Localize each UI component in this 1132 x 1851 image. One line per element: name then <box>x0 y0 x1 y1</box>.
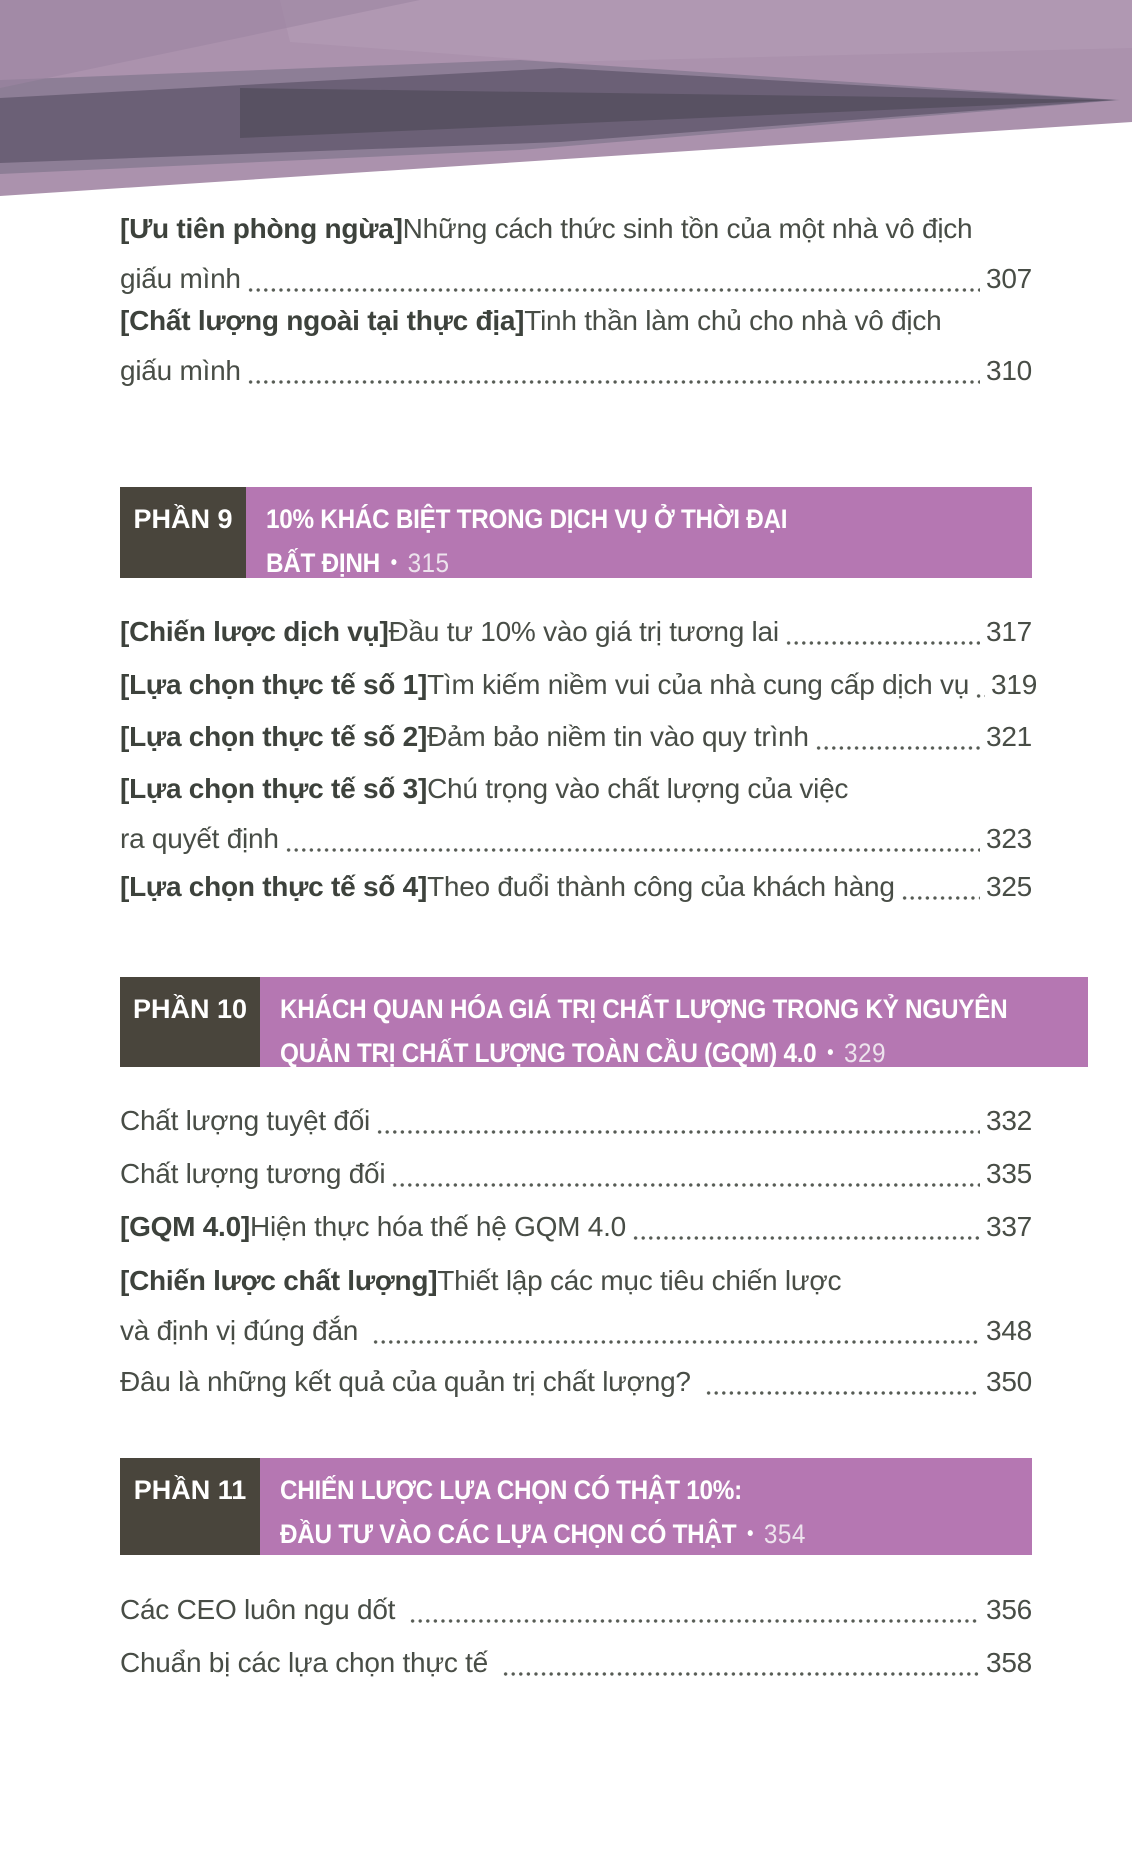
dot-leader <box>975 660 985 710</box>
page-number: 350 <box>986 1366 1032 1397</box>
bullet-separator: • <box>747 1523 754 1545</box>
toc-entry <box>120 660 1038 710</box>
dot-leader <box>391 1149 980 1199</box>
header-artwork <box>0 0 1132 200</box>
dot-leader <box>632 1202 980 1252</box>
entry-text: Những cách thức sinh tồn của một nhà vô địch <box>402 213 973 244</box>
entry-label: [GQM 4.0] <box>120 1211 250 1242</box>
toc-entry <box>120 1096 1032 1146</box>
toc-entry <box>120 1638 1032 1688</box>
entry-label: [Chất lượng ngoài tại thực địa] <box>120 305 525 336</box>
bullet-separator: • <box>390 552 397 574</box>
entry-label: [Lựa chọn thực tế số 2] <box>120 721 428 752</box>
entry-line1 <box>120 204 1032 254</box>
banner-title-line2: BẤT ĐỊNH • 315 <box>266 548 450 578</box>
page-number: 317 <box>986 616 1032 647</box>
banner-title <box>260 1458 1032 1555</box>
entry-text: Theo đuổi thành công của khách hàng <box>427 871 895 902</box>
entry-text: Đảm bảo niềm tin vào quy trình <box>427 721 809 752</box>
dot-leader <box>409 1585 980 1635</box>
dot-leader <box>372 1306 980 1356</box>
toc-entry <box>120 1202 1032 1252</box>
entry-text: Tìm kiếm niềm vui của nhà cung cấp dịch vụ <box>427 669 970 700</box>
page-number: 310 <box>986 355 1032 386</box>
part-label: PHẦN 11 <box>120 1458 260 1555</box>
part-label: PHẦN 10 <box>120 977 260 1067</box>
entry-text: Tinh thần làm chủ cho nhà vô địch <box>524 305 942 336</box>
page-number: 321 <box>986 721 1032 752</box>
part-label: PHẦN 9 <box>120 487 246 578</box>
dot-leader <box>705 1357 980 1407</box>
dot-leader <box>502 1638 980 1688</box>
banner-page-number: 315 <box>407 548 450 578</box>
toc-entry <box>120 1149 1032 1199</box>
entry-text: Thiết lập các mục tiêu chiến lược <box>437 1265 842 1296</box>
entry-text: Chú trọng vào chất lượng của việc <box>427 773 849 804</box>
banner-page-number: 329 <box>844 1038 886 1068</box>
entry-text: Đâu là những kết quả của quản trị chất lượng? <box>120 1366 691 1397</box>
entry-label: [Lựa chọn thực tế số 3] <box>120 773 428 804</box>
dot-leader <box>285 814 980 864</box>
entry-label: [Lựa chọn thực tế số 4] <box>120 871 428 902</box>
banner-title-line1: CHIẾN LƯỢC LỰA CHỌN CÓ THẬT 10%: <box>280 1475 742 1505</box>
toc-entry <box>120 204 1032 304</box>
entry-label: [Chiến lược chất lượng] <box>120 1265 438 1296</box>
page-number: 323 <box>986 823 1032 854</box>
toc-entry: [Chiến lược chất lượng] Thiết lập các mục tiêu chiến lược và định vị đúng đắn 348 <box>120 1256 1032 1356</box>
section-banner-phan-11 <box>120 1458 1032 1555</box>
toc-entry <box>120 862 1032 912</box>
entry-label: [Chiến lược dịch vụ] <box>120 616 389 647</box>
toc-entry <box>120 607 1032 657</box>
page-number: 335 <box>986 1158 1032 1189</box>
entry-text: Các CEO luôn ngu dốt <box>120 1594 396 1625</box>
page-number: 356 <box>986 1594 1032 1625</box>
entry-text: Đầu tư 10% vào giá trị tương lai <box>388 616 779 647</box>
entry-text: Chuẩn bị các lựa chọn thực tế <box>120 1647 489 1678</box>
banner-title <box>246 487 1032 578</box>
section-banner-phan-10 <box>120 977 1032 1067</box>
banner-title-line2: QUẢN TRỊ CHẤT LƯỢNG TOÀN CẦU (GQM) 4.0 • 329 <box>280 1038 886 1068</box>
dot-leader <box>901 862 980 912</box>
page-number: 332 <box>986 1105 1032 1136</box>
entry-label: [Lựa chọn thực tế số 1] <box>120 669 428 700</box>
bullet-separator: • <box>827 1042 834 1064</box>
page-number: 307 <box>986 263 1032 294</box>
toc-entry <box>120 1357 1032 1407</box>
toc-entry <box>120 712 1032 762</box>
entry-label: [Ưu tiên phòng ngừa] <box>120 213 403 244</box>
banner-title-line2: ĐẦU TƯ VÀO CÁC LỰA CHỌN CÓ THẬT • 354 <box>280 1519 806 1549</box>
toc-entry: [Lựa chọn thực tế số 3] Chú trọng vào chất lượng của việc ra quyết định 323 <box>120 764 1032 864</box>
banner-title-line1: 10% KHÁC BIỆT TRONG DỊCH VỤ Ở THỜI ĐẠI <box>266 504 788 534</box>
dot-leader <box>815 712 980 762</box>
entry-text: Chất lượng tương đối <box>120 1158 386 1189</box>
entry-text: Hiện thực hóa thế hệ GQM 4.0 <box>249 1211 626 1242</box>
banner-title <box>260 977 1088 1067</box>
page-number: 348 <box>986 1315 1032 1346</box>
toc-entry: [Chất lượng ngoài tại thực địa] Tinh thần làm chủ cho nhà vô địch giấu mình 310 <box>120 296 1032 396</box>
entry-line2: giấu mình 307 <box>120 254 1032 304</box>
dot-leader <box>247 346 980 396</box>
dot-leader <box>785 607 980 657</box>
page-number: 325 <box>986 871 1032 902</box>
section-banner-phan-9 <box>120 487 1032 578</box>
page-number: 319 <box>991 669 1038 700</box>
page-number: 337 <box>986 1211 1032 1242</box>
entry-text: Chất lượng tuyệt đối <box>120 1105 371 1136</box>
toc-entry <box>120 1585 1032 1635</box>
dot-leader <box>376 1096 980 1146</box>
banner-page-number: 354 <box>763 1519 806 1549</box>
page-number: 358 <box>986 1647 1032 1678</box>
banner-title-line1: KHÁCH QUAN HÓA GIÁ TRỊ CHẤT LƯỢNG TRONG KỶ NGUYÊN <box>280 994 1008 1024</box>
